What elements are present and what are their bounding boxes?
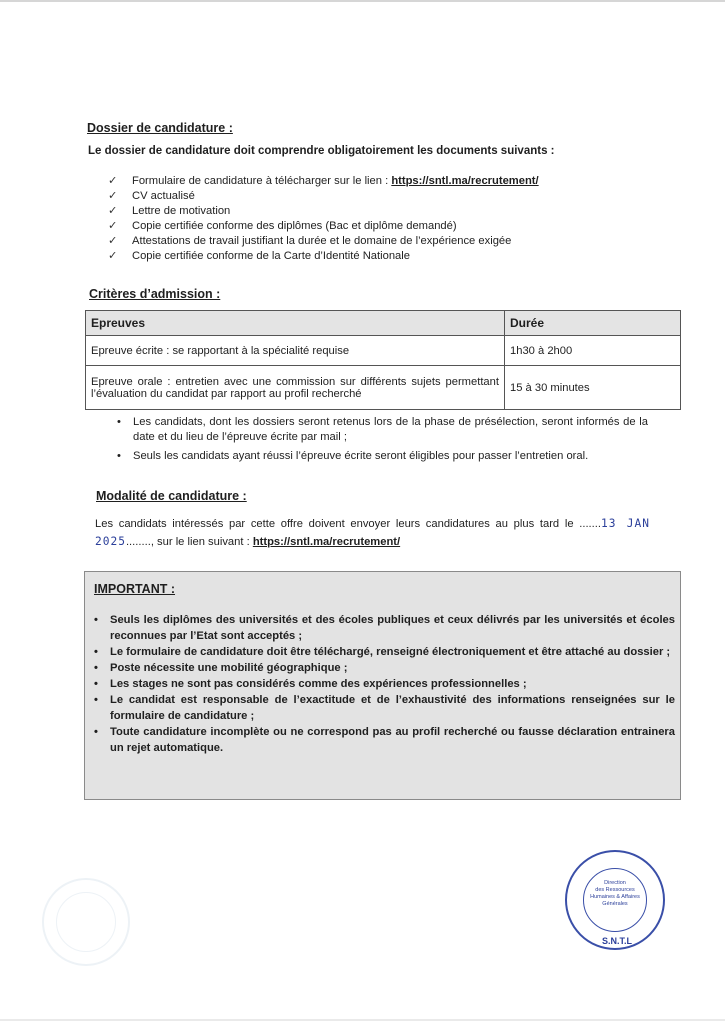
list-item: • Le formulaire de candidature doit être téléchargé, renseigné électroniquement et être attaché au dossier ; xyxy=(90,644,675,660)
table-cell: Epreuve écrite : se rapportant à la spécialité requise xyxy=(86,336,505,366)
faint-stamp-mark xyxy=(42,878,130,966)
stamp-line: Direction xyxy=(604,880,626,886)
dossier-intro: Le dossier de candidature doit comprendre obligatoirement les documents suivants : xyxy=(88,145,555,157)
stamp-text xyxy=(585,880,645,908)
check-icon: ✓ xyxy=(108,205,118,217)
list-item: • Seuls les candidats ayant réussi l’épreuve écrite seront éligibles pour passer l’entretien oral. xyxy=(113,449,648,464)
dossier-list xyxy=(108,174,539,264)
date-dots: ....... xyxy=(579,518,601,530)
check-icon: ✓ xyxy=(108,220,118,232)
top-edge-line xyxy=(0,0,725,2)
modalite-text: Les candidats intéressés par cette offre doivent envoyer leurs candidatures au plus tard le xyxy=(95,518,580,530)
list-item xyxy=(108,219,539,234)
official-stamp xyxy=(565,850,665,950)
check-icon: ✓ xyxy=(108,190,118,202)
admission-table xyxy=(85,310,681,410)
list-item: • Seuls les diplômes des universités et des écoles publiques et ceux délivrés par les universités et écoles reconnues par l’Etat sont acceptés ; xyxy=(90,612,675,644)
faint-stamp-inner xyxy=(56,892,116,952)
list-item-text: Attestations de travail justifiant la durée et le domaine de l’expérience exigée xyxy=(132,235,512,247)
list-item: • Le candidat est responsable de l’exactitude et de l’exhaustivité des informations renseignées sur le formulaire de candidature ; xyxy=(90,692,675,724)
list-item xyxy=(108,234,539,249)
header-epreuves: Epreuves xyxy=(86,311,505,336)
stamp-line: Générales xyxy=(602,901,628,907)
list-item-text: Copie certifiée conforme des diplômes (Bac et diplôme demandé) xyxy=(132,220,457,232)
header-duree: Durée xyxy=(505,311,681,336)
list-item: • Les stages ne sont pas considérés comme des expériences professionnelles ; xyxy=(90,676,675,692)
table-cell: Epreuve orale : entretien avec une commission sur différents sujets permettant l’évaluation du candidat par rapport au profil recherché xyxy=(86,366,505,410)
table-cell: 15 à 30 minutes xyxy=(505,366,681,410)
modalite-paragraph xyxy=(95,515,650,551)
list-item-text: CV actualisé xyxy=(132,190,195,202)
list-item xyxy=(108,174,539,189)
list-item xyxy=(108,204,539,219)
modalite-heading: Modalité de candidature : xyxy=(96,489,247,503)
table-header-row xyxy=(86,311,681,336)
recrutement-link-2[interactable]: https://sntl.ma/recrutement/ xyxy=(252,536,401,548)
check-icon: ✓ xyxy=(108,175,118,187)
recrutement-link[interactable]: https://sntl.ma/recrutement/ xyxy=(391,175,539,187)
table-row xyxy=(86,336,681,366)
dossier-heading: Dossier de candidature : xyxy=(87,121,233,135)
table-row xyxy=(86,366,681,410)
handwritten-date: 13 JAN 2025 xyxy=(95,517,650,548)
list-item: • Toute candidature incomplète ou ne correspond pas au profil recherché ou fausse déclaration entrainera un rejet automatique. xyxy=(90,724,675,756)
criteres-heading: Critères d’admission : xyxy=(89,287,221,301)
list-item-text: Copie certifiée conforme de la Carte d’Identité Nationale xyxy=(132,250,410,262)
list-item xyxy=(108,249,539,264)
list-item-text: Lettre de motivation xyxy=(132,205,231,217)
modalite-text-after: , sur le lien suivant : xyxy=(150,536,253,548)
important-list xyxy=(90,612,675,756)
list-item-text: Formulaire de candidature à télécharger sur le lien : xyxy=(132,175,392,187)
criteres-notes xyxy=(113,415,648,468)
list-item: • Les candidats, dont les dossiers seront retenus lors de la phase de présélection, seront informés de la date et du lieu de l’épreuve écrite par mail ; xyxy=(113,415,648,445)
important-title: IMPORTANT : xyxy=(94,582,176,596)
stamp-sntl: S.N.T.L xyxy=(601,936,632,946)
table-cell: 1h30 à 2h00 xyxy=(505,336,681,366)
bottom-edge-line xyxy=(0,1019,725,1021)
date-dots: ........ xyxy=(125,536,151,548)
important-box xyxy=(84,571,681,800)
check-icon: ✓ xyxy=(108,250,118,262)
list-item: • Poste nécessite une mobilité géographique ; xyxy=(90,660,675,676)
stamp-line: des Ressources xyxy=(595,887,635,893)
check-icon: ✓ xyxy=(108,235,118,247)
stamp-line: Humaines & Affaires xyxy=(590,894,640,900)
list-item xyxy=(108,189,539,204)
